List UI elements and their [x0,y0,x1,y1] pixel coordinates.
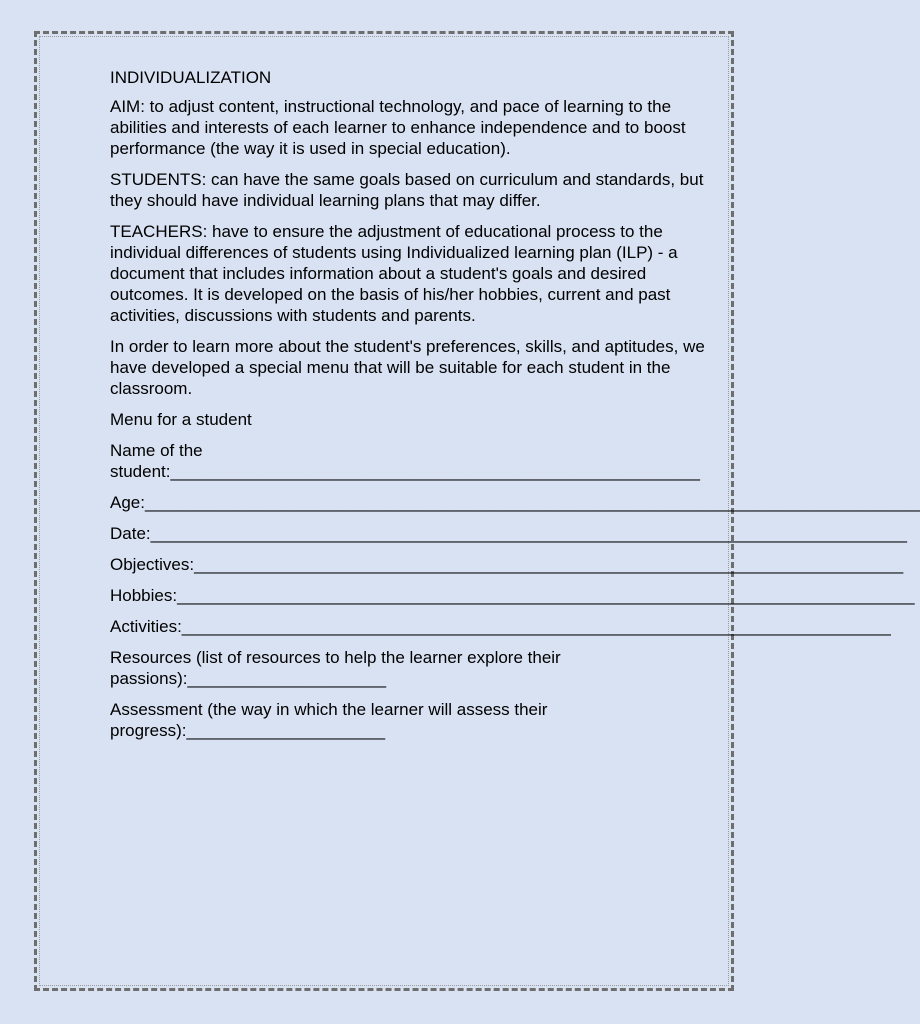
field-date: Date:________________________________________________________________________________ [110,524,907,543]
students-paragraph: STUDENTS: can have the same goals based on curriculum and standards, but they should have individual learning plans that may differ. [110,170,704,210]
teachers-paragraph: TEACHERS: have to ensure the adjustment of educational process to the individual differences of students using Individualized learning plan (ILP) - a document that includes information about a student's goals and desired outcomes. It is developed on the basis of his/her hobbies, current and past activities, discussions with students and parents. [110,222,678,325]
document-body [110,67,920,751]
menu-heading: Menu for a student [110,410,252,429]
field-objectives: Objectives:___________________________________________________________________________ [110,555,904,574]
field-hobbies: Hobbies:______________________________________________________________________________ [110,586,915,605]
aim-paragraph: AIM: to adjust content, instructional technology, and pace of learning to the abilities and interests of each learner to enhance independence and to boost performance (the way it is used in special education). [110,97,686,158]
field-resources: Resources (list of resources to help the learner explore their passions):_____________________ [110,648,561,688]
menu-intro-paragraph: In order to learn more about the student's preferences, skills, and aptitudes, we have developed a special menu that will be suitable for each student in the classroom. [110,337,705,398]
field-age: Age:__________________________________________________________________________________ [110,493,920,512]
field-activities: Activities:___________________________________________________________________________ [110,617,891,636]
document-title: INDIVIDUALIZATION [110,68,272,87]
field-assessment: Assessment (the way in which the learner will assess their progress):_____________________ [110,700,548,740]
field-student-name: Name of the student:________________________________________________________ [110,441,700,481]
